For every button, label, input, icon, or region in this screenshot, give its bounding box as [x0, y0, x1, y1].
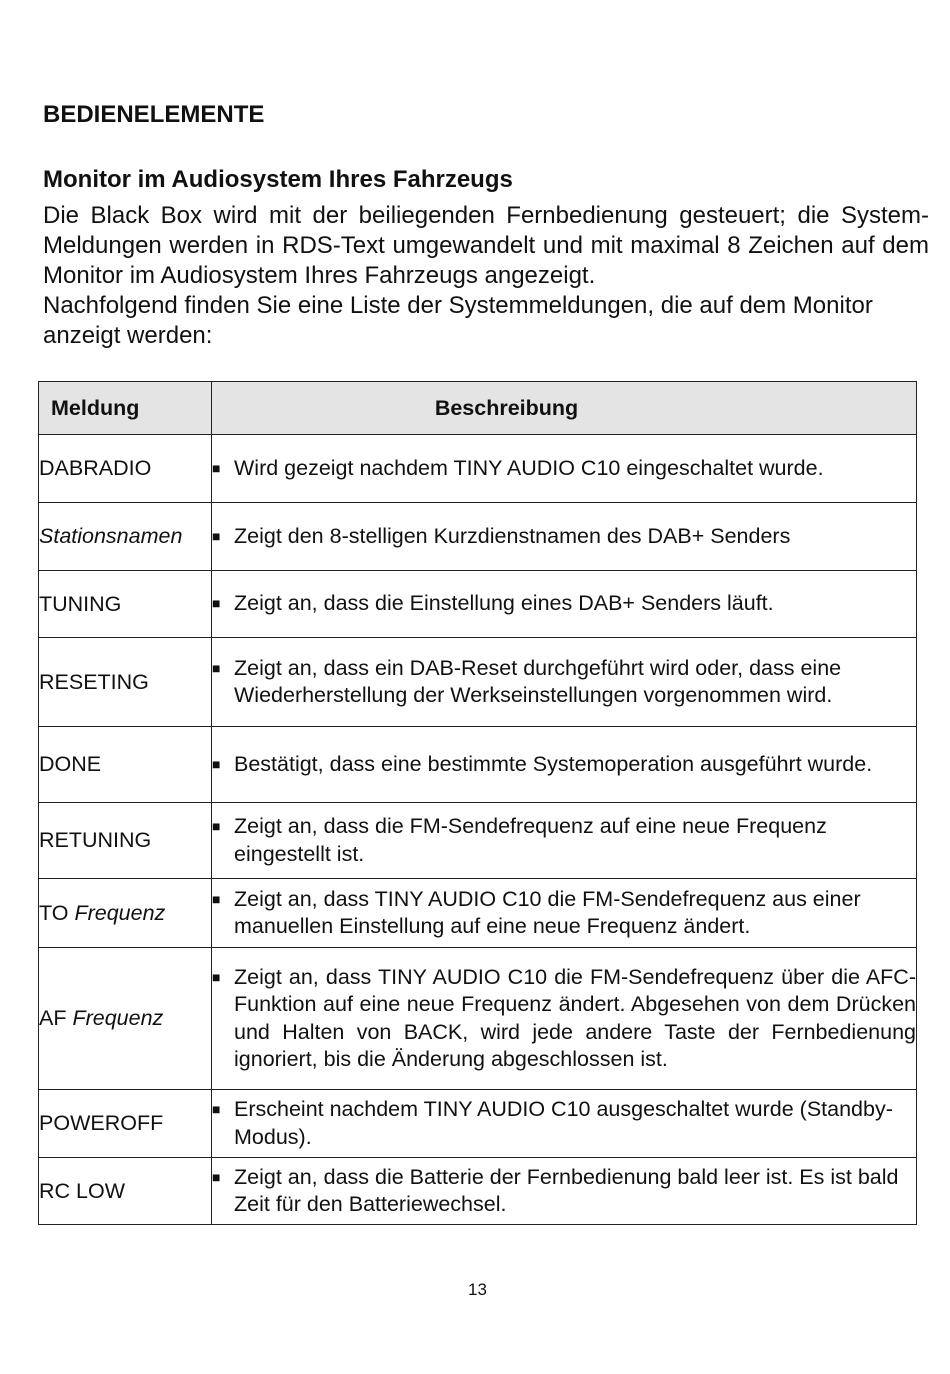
square-bullet-icon: ■ [212, 595, 221, 612]
message-cell [39, 948, 212, 1090]
description-item [212, 590, 916, 618]
description-text: Zeigt an, dass die Batterie der Fernbedienung bald leer ist. Es ist bald Zeit für den Batteriewechsel. [234, 1164, 899, 1216]
description-text: Bestätigt, dass eine bestimmte Systemoperation ausgeführt wurde. [234, 751, 873, 776]
square-bullet-icon: ■ [212, 1101, 221, 1117]
description-cell [212, 803, 917, 879]
message-cell [39, 638, 212, 727]
square-bullet-icon: ■ [212, 755, 221, 772]
message-text: DONE [39, 752, 102, 776]
description-text: Zeigt an, dass TINY AUDIO C10 die FM-Sendefrequenz aus einer manuellen Einstellung auf eine neue Frequenz ändert. [234, 886, 861, 938]
table-body [39, 435, 917, 1225]
message-text: TO [39, 900, 75, 925]
square-bullet-icon: ■ [212, 659, 221, 676]
section-title: Monitor im Audiosystem Ihres Fahrzeugs [43, 166, 513, 193]
description-cell [212, 571, 917, 638]
message-text: RETUNING [39, 828, 152, 852]
table-header-row [39, 382, 917, 435]
message-cell [39, 503, 212, 571]
description-cell [212, 638, 917, 727]
description-item [212, 1096, 916, 1151]
description-cell [212, 879, 917, 948]
description-text: Zeigt den 8-stelligen Kurzdienstnamen des DAB+ Senders [234, 523, 791, 548]
table-row [39, 638, 917, 727]
message-text: POWEROFF [39, 1111, 164, 1135]
page-heading: BEDIENELEMENTE [43, 101, 265, 128]
description-item [212, 523, 916, 551]
description-item [212, 813, 916, 868]
description-cell [212, 948, 917, 1090]
table-row [39, 727, 917, 803]
description-cell [212, 1090, 917, 1158]
message-text: RC LOW [39, 1178, 125, 1203]
description-cell [212, 727, 917, 803]
description-item [212, 886, 916, 941]
table-row [39, 1090, 917, 1158]
system-messages-table [38, 381, 917, 1225]
table-row [39, 571, 917, 638]
message-cell [39, 803, 212, 879]
description-cell [212, 503, 917, 571]
message-text: TUNING [39, 591, 122, 616]
table-row [39, 435, 917, 503]
table-row [39, 1158, 917, 1225]
table-row [39, 503, 917, 571]
description-item [212, 751, 916, 779]
description-text: Zeigt an, dass ein DAB-Reset durchgeführt wird oder, dass eine Wiederherstellung der Werkseinstellungen vorgenommen wird. [234, 655, 842, 707]
square-bullet-icon: ■ [212, 818, 221, 834]
table-row [39, 803, 917, 879]
message-cell [39, 727, 212, 803]
message-variable-text: Frequenz [74, 900, 166, 925]
square-bullet-icon: ■ [212, 1168, 221, 1185]
message-text: DABRADIO [39, 456, 152, 480]
message-cell [39, 879, 212, 948]
message-cell [39, 1158, 212, 1225]
message-cell [39, 435, 212, 503]
description-item [212, 1164, 916, 1219]
message-text: RESETING [39, 669, 149, 694]
header-message-label: Meldung [51, 395, 140, 420]
message-variable-text: Frequenz [72, 1006, 164, 1030]
message-variable-text: Stationsnamen [39, 524, 183, 548]
description-item [212, 964, 916, 1074]
message-cell [39, 571, 212, 638]
square-bullet-icon: ■ [212, 968, 221, 985]
header-description [212, 382, 917, 435]
intro-paragraph-1: Die Black Box wird mit der beiliegenden Fernbedienung gesteuert; die System-Meldungen werden in RDS-Text umgewandelt und mit maximal 8 Zeichen auf dem Monitor im Audiosystem Ihres Fahrzeugs angezeigt. [43, 202, 929, 289]
square-bullet-icon: ■ [212, 890, 221, 907]
square-bullet-icon: ■ [212, 527, 221, 544]
description-cell [212, 435, 917, 503]
description-text: Zeigt an, dass TINY AUDIO C10 die FM-Sendefrequenz über die AFC-Funktion auf eine neue Frequenz ändert. Abgesehen von dem Drücken und Halten von BACK, wird jede andere Taste der Fernbedienung ignoriert, bis die Änderung abgeschlossen ist. [234, 964, 916, 1071]
message-text: AF [39, 1006, 73, 1030]
description-text: Zeigt an, dass die Einstellung eines DAB+ Senders läuft. [234, 591, 774, 616]
page-number: 13 [468, 1280, 487, 1299]
description-item [212, 655, 916, 710]
intro-paragraph-2: Nachfolgend finden Sie eine Liste der Systemmeldungen, die auf dem Monitor anzeigt werden: [43, 292, 873, 349]
description-text: Zeigt an, dass die FM-Sendefrequenz auf eine neue Frequenz eingestellt ist. [234, 814, 827, 866]
table-row [39, 879, 917, 948]
description-text: Wird gezeigt nachdem TINY AUDIO C10 eingeschaltet wurde. [234, 455, 824, 480]
intro-text [43, 201, 929, 351]
description-item [212, 455, 916, 483]
header-description-label: Beschreibung [434, 395, 579, 420]
header-message [39, 382, 212, 435]
description-cell [212, 1158, 917, 1225]
square-bullet-icon: ■ [212, 459, 221, 476]
table-row [39, 948, 917, 1090]
message-cell [39, 1090, 212, 1158]
description-text: Erscheint nachdem TINY AUDIO C10 ausgeschaltet wurde (Standby-Modus). [234, 1097, 893, 1149]
